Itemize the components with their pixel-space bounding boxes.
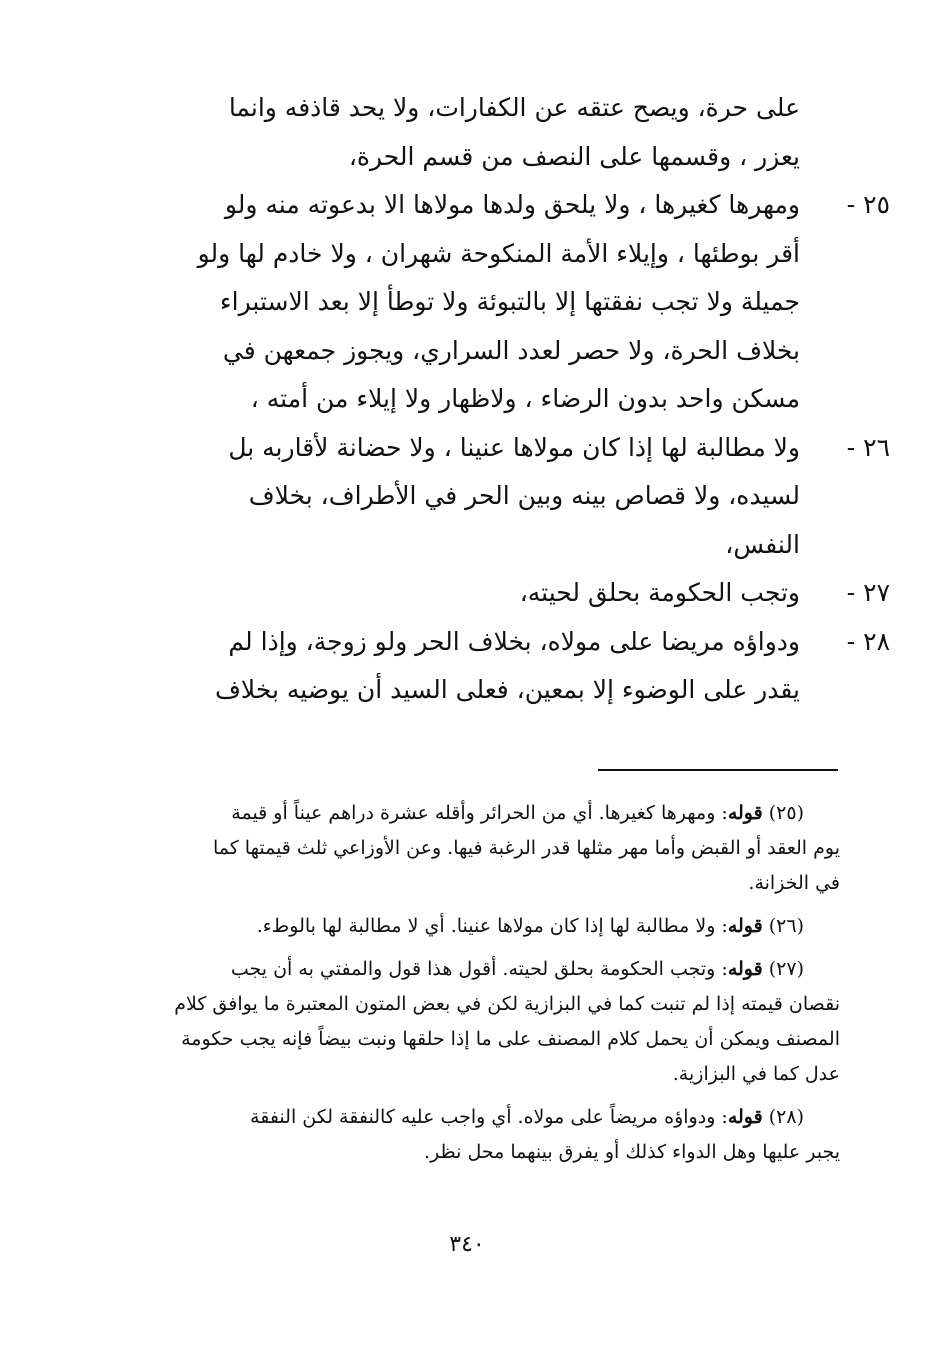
text-line: ودواؤه مريضا على مولاه، بخلاف الحر ولو زوجة، وإذا لم	[228, 626, 800, 656]
item-number: ٢٦ -	[846, 432, 890, 462]
footnote-separator	[598, 769, 838, 771]
item-28	[80, 618, 890, 715]
footnote-line: يوم العقد أو القبض وأما مهر مثلها قدر الرغبة فيها. وعن الأوزاعي ثلث قيمتها كما	[212, 837, 840, 859]
item-number: ٢٨ -	[846, 626, 890, 656]
footnote-label: قوله	[727, 915, 763, 937]
footnote-line: في الخزانة.	[748, 872, 840, 894]
footnote-label: قوله	[727, 958, 763, 980]
text-line: وتجب الحكومة بحلق لحيته،	[519, 578, 800, 607]
footnote-label: قوله	[727, 802, 763, 824]
text-line: يعزر ، وقسمها على النصف من قسم الحرة،	[348, 141, 800, 171]
footnote-line: عدل كما في البزازية.	[672, 1063, 840, 1085]
page-number: ٣٤٠	[449, 1232, 485, 1257]
item-25	[80, 181, 890, 424]
text-line: ومهرها كغيرها ، ولا يلحق ولدها مولاها الا بدعوته منه ولو	[224, 190, 800, 219]
item-27	[80, 569, 890, 618]
text-line: أقر بوطئها ، وإيلاء الأمة المنكوحة شهران ، ولا خادم لها ولو	[197, 238, 800, 268]
text-line: بخلاف الحرة، ولا حصر لعدد السراري، ويجوز جمعهن في	[222, 335, 800, 365]
footnote-line: : وتجب الحكومة بحلق لحيته. أقول هذا قول والمفتي به أن يجب	[230, 958, 728, 980]
footnote-line: : ودواؤه مريضاً على مولاه. أي واجب عليه كالنفقة لكن النفقة	[250, 1106, 728, 1128]
footnote-number: (٢٨)	[768, 1106, 804, 1128]
footnote-line: يجبر عليها وهل الدواء كذلك أو يفرق بينهما محل نظر.	[424, 1141, 840, 1163]
text-line: ولا مطالبة لها إذا كان مولاها عنينا ، ولا حضانة لأقاربه بل	[228, 432, 800, 462]
footnote-line: : ومهرها كغيرها. أي من الحرائر وأقله عشرة دراهم عيناً أو قيمة	[231, 802, 728, 824]
footnotes	[96, 796, 840, 1178]
text-line: لسيده، ولا قصاص بينه وبين الحر في الأطراف، بخلاف	[248, 481, 800, 510]
footnote-line: المصنف ويمكن أن يحمل كلام المصنف على ما إذا حلقها ونبت بيضاً فإنه يجب حكومة	[181, 1028, 840, 1050]
footnote-25	[96, 796, 840, 901]
main-text	[80, 84, 890, 715]
item-number: ٢٥ -	[846, 190, 890, 219]
item-26	[80, 424, 890, 570]
text-line: جميلة ولا تجب نفقتها إلا بالتبوئة ولا توطأ إلا بعد الاستبراء	[219, 287, 800, 316]
text-line: النفس،	[725, 529, 800, 559]
text-line: على حرة، ويصح عتقه عن الكفارات، ولا يحد قاذفه وانما	[228, 93, 800, 122]
footnote-28	[96, 1100, 840, 1170]
footnote-label: قوله	[727, 1106, 763, 1128]
text-line: يقدر على الوضوء إلا بمعين، فعلى السيد أن يوضيه بخلاف	[215, 675, 800, 704]
item-number: ٢٧ -	[846, 578, 890, 607]
text-line: مسكن واحد بدون الرضاء ، ولاظهار ولا إيلاء من أمته ،	[250, 384, 800, 413]
footnote-number: (٢٦)	[768, 915, 804, 937]
footnote-27	[96, 952, 840, 1092]
footnote-line: : ولا مطالبة لها إذا كان مولاها عنينا. أي لا مطالبة لها بالوطء.	[256, 915, 728, 937]
footnote-number: (٢٥)	[768, 802, 804, 824]
footnote-26	[96, 909, 840, 944]
footnote-line: نقصان قيمته إذا لم تنبت كما في البزازية لكن في بعض المتون المعتبرة ما يوافق كلام	[174, 993, 840, 1015]
footnote-number: (٢٧)	[768, 958, 804, 980]
